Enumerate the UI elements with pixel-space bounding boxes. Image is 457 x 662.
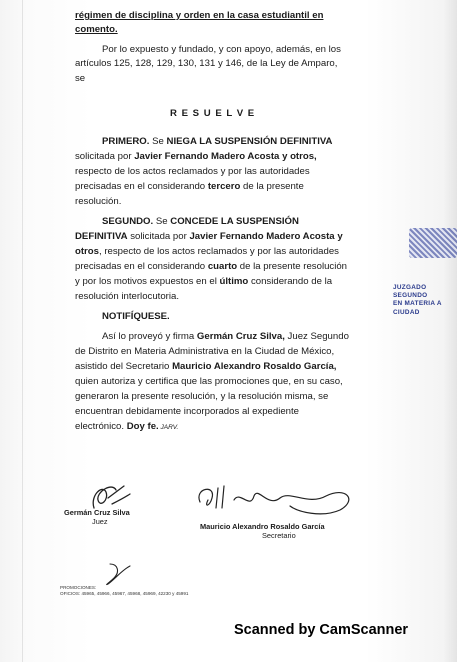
cierre-line-5: generaron la presente resolución, y la resolución misma, se (75, 391, 329, 402)
secretary-name: Mauricio Alexandro Rosaldo García (200, 522, 325, 531)
camscanner-watermark: Scanned by CamScanner (234, 622, 409, 638)
court-stamp (393, 228, 457, 320)
cierre-line-3: asistido del Secretario Mauricio Alexandro Rosaldo García, (75, 361, 337, 372)
fundamento-line-1: Por lo expuesto y fundado, y con apoyo, además, en los (102, 44, 341, 55)
cierre-line-4: quien autoriza y certifica que las promociones que, en su caso, (75, 376, 343, 387)
page-edge-line (22, 0, 23, 662)
continued-line-2: comento. (75, 24, 118, 35)
primero-line-4: precisadas en el considerando tercero de la presente (75, 181, 304, 192)
cierre-line-7: electrónico. Doy fe. JARV. (75, 421, 179, 432)
judge-name: Germán Cruz Silva (64, 508, 130, 517)
primero-line-5: resolución. (75, 196, 122, 207)
secretary-signature (190, 480, 360, 520)
segundo-line-1: SEGUNDO. Se CONCEDE LA SUSPENSIÓN (102, 216, 299, 227)
footer-note-line-1: PROMOCIONES: (60, 584, 97, 590)
resuelve-heading: R E S U E L V E (170, 108, 256, 119)
continued-line-1: régimen de disciplina y orden en la casa estudiantil en (75, 10, 324, 21)
secretary-title: Secretario (262, 531, 296, 540)
stamp-line-3: CIUDAD (393, 308, 420, 316)
segundo-line-4: precisadas en el considerando cuarto de la presente resolución (75, 261, 348, 272)
segundo-line-2: DEFINITIVA solicitada por Javier Fernando Madero Acosta y (75, 231, 343, 242)
segundo-line-6: resolución interlocutoria. (75, 291, 179, 302)
cierre-line-2: de Distrito en Materia Administrativa en la Ciudad de México, (75, 346, 335, 357)
cierre-line-1: Así lo proveyó y firma Germán Cruz Silva, Juez Segundo (102, 331, 349, 342)
segundo-line-3: otros, respecto de los actos reclamados y por las autoridades (75, 246, 339, 257)
court-seal-icon (409, 228, 457, 258)
primero-line-2: solicitada por Javier Fernando Madero Acosta y otros, (75, 151, 317, 162)
page-shadow (443, 0, 457, 662)
stamp-line-1: JUZGADO SEGUNDO (393, 284, 428, 300)
primero-line-1: PRIMERO. Se NIEGA LA SUSPENSIÓN DEFINITIVA (102, 136, 333, 147)
cierre-line-6: encuentran debidamente incorporados al expediente (75, 406, 300, 417)
fundamento-line-2: artículos 125, 128, 129, 130, 131 y 146, de la Ley de Amparo, (75, 58, 338, 69)
judge-title: Juez (92, 517, 108, 526)
segundo-line-5: y por los motivos expuestos en el último considerando de la (75, 276, 333, 287)
initials-scribble (100, 560, 140, 590)
notifiquese-heading: NOTIFÍQUESE. (102, 311, 170, 322)
primero-line-3: respecto de los actos reclamados y por las autoridades (75, 166, 310, 177)
fundamento-line-3: se (75, 73, 86, 84)
stamp-line-2: EN MATERIA A (393, 300, 442, 308)
footer-note-line-2: OFICIOS: 45965, 45966, 45967, 45968, 45969, 42230 y 45991 (60, 590, 189, 596)
